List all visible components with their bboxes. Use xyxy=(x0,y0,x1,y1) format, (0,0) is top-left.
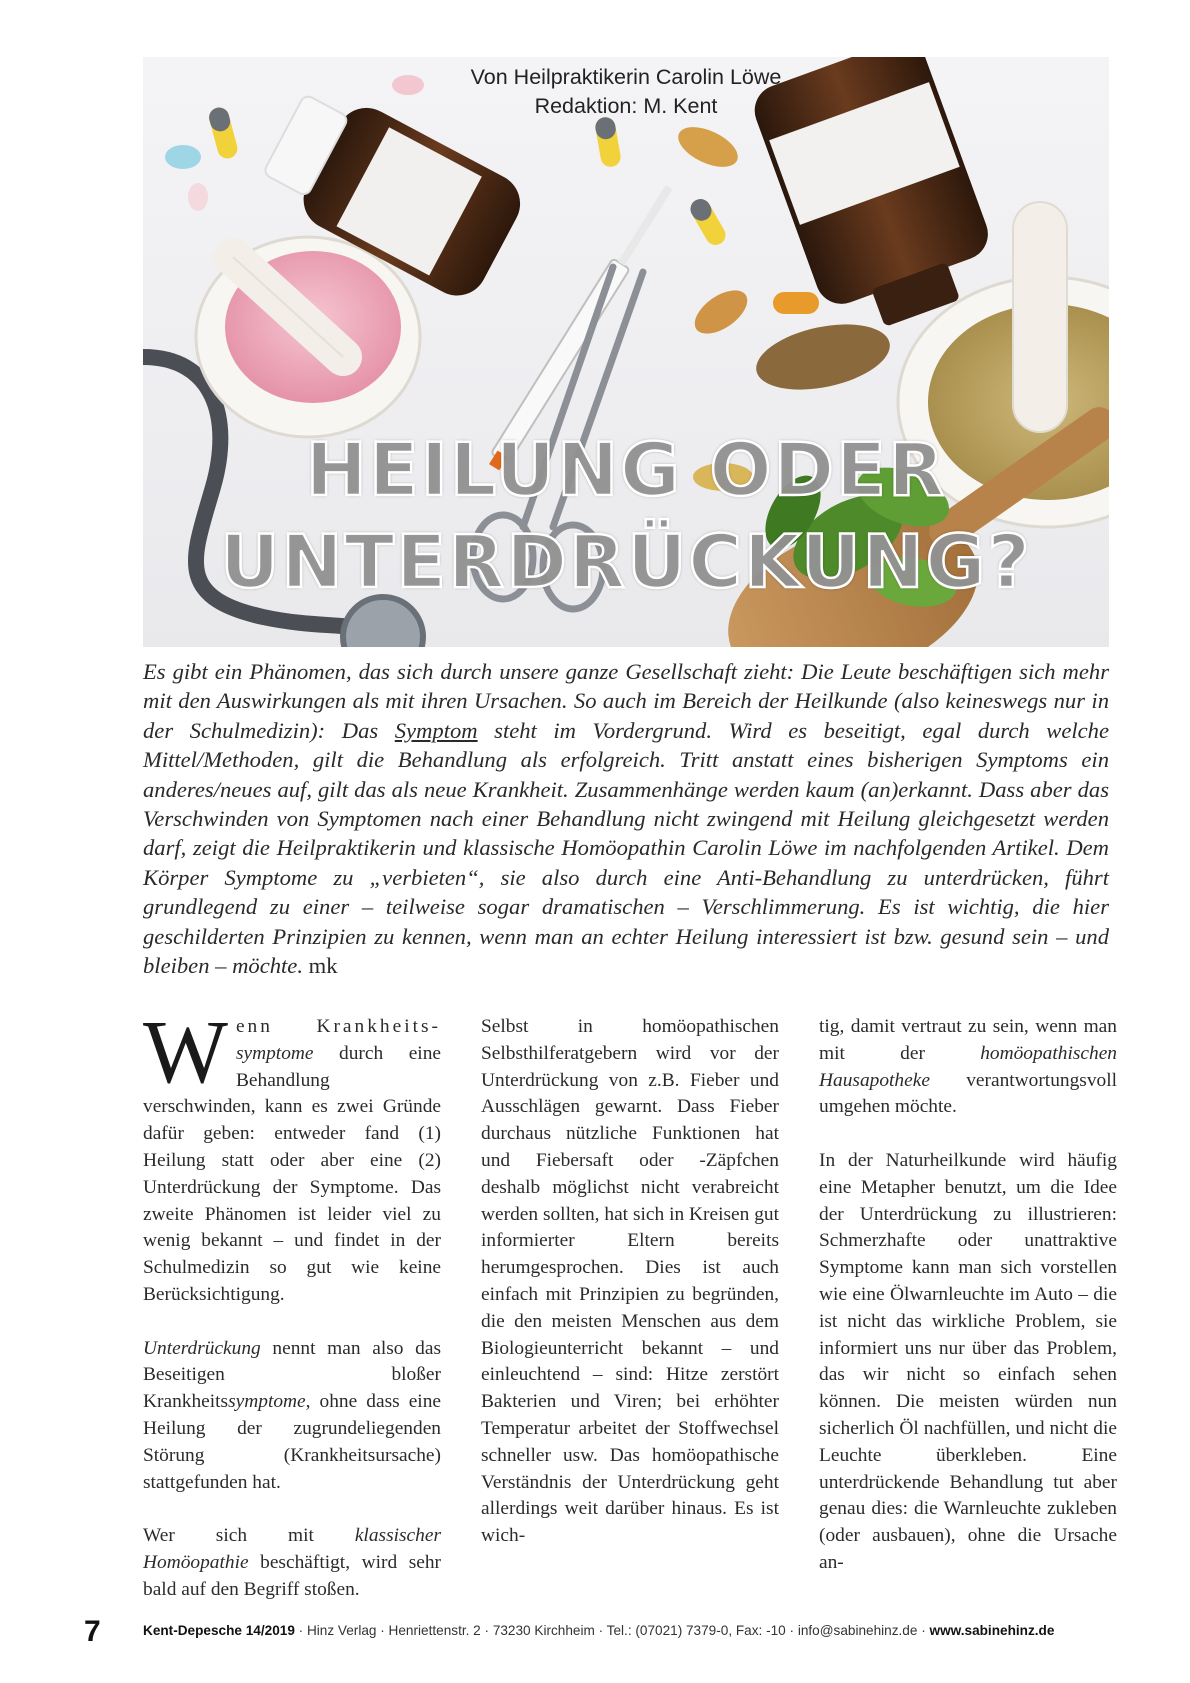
drop-cap: W xyxy=(143,1003,228,1102)
article-title-line-2: UNTERDRÜCKUNG? xyxy=(220,520,1032,605)
column1-p3-text-2: beschäftigt, wird sehr bald auf den Begriff stoßen. xyxy=(143,1551,441,1600)
footer-website-link[interactable]: www.sabinehinz.de xyxy=(929,1623,1055,1638)
intro-text-1: Es gibt ein Phänomen, das sich durch unsere ganze Gesellschaft zieht: Die Leute beschäftigen sich mehr mit den Auswirkungen als mit ihren Ursachen. So auch im Bereich der Heilkunde (also keineswegs nur in der Schulmedizin): Das xyxy=(143,659,1109,743)
byline-editor: Redaktion: M. Kent xyxy=(534,94,718,118)
column3-paragraph-2: In der Naturheilkunde wird häufig eine Metapher benutzt, um die Idee der Unterdrückung zu illustrieren: Schmerzhafte oder unattraktive Symptome kann man sich vorstellen wie eine Ölwarnleuchte im Auto – die ist nicht das wirkliche Problem, sie informiert uns nur über das Problem, das wir nicht so einfach sehen können. Die meisten würden nun sicherlich Öl nachfüllen, und nicht die Leuchte überkleben. Eine unterdrückende Behandlung tut aber genau dies: die Warnleuchte zukleben (oder ausbauen), ohne die Ursache an- xyxy=(819,1149,1117,1573)
body-column-1 xyxy=(143,1003,441,1604)
footer-imprint: · Hinz Verlag · Henriettenstr. 2 · 73230 Kirchheim · Tel.: (07021) 7379-0, Fax: -10 · info@sabinehinz.de · xyxy=(294,1623,930,1638)
intro-signature: mk xyxy=(308,953,338,979)
column3-p1-text-1: tig, damit vertraut zu sein, wenn man mit der xyxy=(819,1016,1117,1064)
column1-paragraph-2 xyxy=(143,1336,441,1497)
intro-underlined-symptom: Symptom xyxy=(394,717,478,743)
byline xyxy=(143,63,1109,121)
header-photo xyxy=(143,57,1109,647)
column1-p1-rest: durch eine Behandlung verschwinden, kann es zwei Gründe dafür geben: entweder fand (1) Heilung statt oder aber eine (2) Unterdrückung der Symptome. Das zweite Phänomen ist leider viel zu wenig bekannt – und findet in der Schulmedizin so gut wie keine Berücksichtigung. xyxy=(143,1042,441,1305)
page-number: 7 xyxy=(84,1615,101,1648)
bay-leaf xyxy=(750,314,896,401)
column1-p2-emphasis-2: symptome xyxy=(228,1391,306,1413)
intro-teaser xyxy=(143,657,1109,980)
column3-p1-text-2: verantwortungsvoll umgehen möchte. xyxy=(819,1069,1117,1118)
column1-p3-emphasis: klassischer Homöopathie xyxy=(143,1525,441,1573)
column1-paragraph-3 xyxy=(143,1523,441,1603)
byline-author: Von Heilpraktikerin Carolin Löwe xyxy=(470,65,782,89)
column3-p1-emphasis: homöopathischen Hausapotheke xyxy=(819,1042,1117,1091)
page-footer xyxy=(143,1623,1109,1638)
column1-p2-text-2: , ohne dass eine Heilung der zugrundeliegenden Störung (Krankheitsursache) stattgefunden hat. xyxy=(143,1391,441,1493)
column1-paragraph-1 xyxy=(143,1003,441,1309)
column2-paragraph-1: Selbst in homöopathischen Selbsthilferatgebern wird vor der Unterdrückung von z.B. Fieber und Ausschlägen gewarnt. Dass Fieber durchaus nützliche Funktionen hat und Fiebersaft oder -Zäpfchen deshalb möglichst nicht verabreicht werden sollten, hat sich in Kreisen gut informierter Eltern bereits herumgesprochen. Dies ist auch einfach mit Prinzipien zu begründen, die den meisten Menschen aus dem Biologieunterricht bekannt – und einleuchtend – sind: Hitze zerstört Bakterien und Viren; bei erhöhter Temperatur arbeitet der Stoffwechsel schneller usw. Das homöopathische Verständnis der Unterdrückung geht allerdings weit darüber hinaus. Es ist wich- xyxy=(481,1016,779,1547)
body-column-3 xyxy=(819,1014,1117,1577)
column1-p1-emphasis: symptome xyxy=(235,1042,314,1064)
intro-text-2: steht im Vordergrund. Wird es beseitigt, egal durch welche Mittel/Methoden, gilt die Behandlung als erfolgreich. Tritt anstatt eines bisherigen Symptoms ein anderes/neues auf, gilt das als neue Krankheit. Zusammenhänge werden kaum (an)erkannt. Dass aber das Verschwinden von Symptomen nach einer Behandlung nicht zwingend mit Heilung gleichgesetzt werden darf, zeigt die Heilpraktikerin und klassische Homöopathin Carolin Löwe im nachfolgenden Artikel. Dem Körper Symptome zu „verbieten“, sie also durch eine Anti-Behandlung zu unterdrücken, führt grundlegend zu einer – teilweise sogar dramatischen – Verschlimmerung. Es ist wichtig, die hier geschilderten Prinzipien zu kennen, wenn man an echter Heilung interessiert ist bzw. gesund sein – und bleiben – möchte. xyxy=(143,717,1109,979)
column1-p1-lead: enn Krankheits- xyxy=(235,1016,441,1037)
pink-salt-mortar xyxy=(196,237,420,437)
footer-issue: Kent-Depesche 14/2019 xyxy=(143,1623,295,1638)
column3-paragraph-1 xyxy=(819,1014,1117,1121)
article-title xyxy=(143,425,1109,609)
article-title-line-1: HEILUNG ODER xyxy=(305,428,947,513)
body-column-2 xyxy=(481,1014,779,1550)
column1-p3-text-1: Wer sich mit xyxy=(143,1525,355,1547)
column1-p2-emphasis-1: Unterdrückung xyxy=(143,1337,261,1359)
column1-p2-text-1: nennt man also das Beseitigen bloßer Krankheits xyxy=(143,1337,441,1413)
